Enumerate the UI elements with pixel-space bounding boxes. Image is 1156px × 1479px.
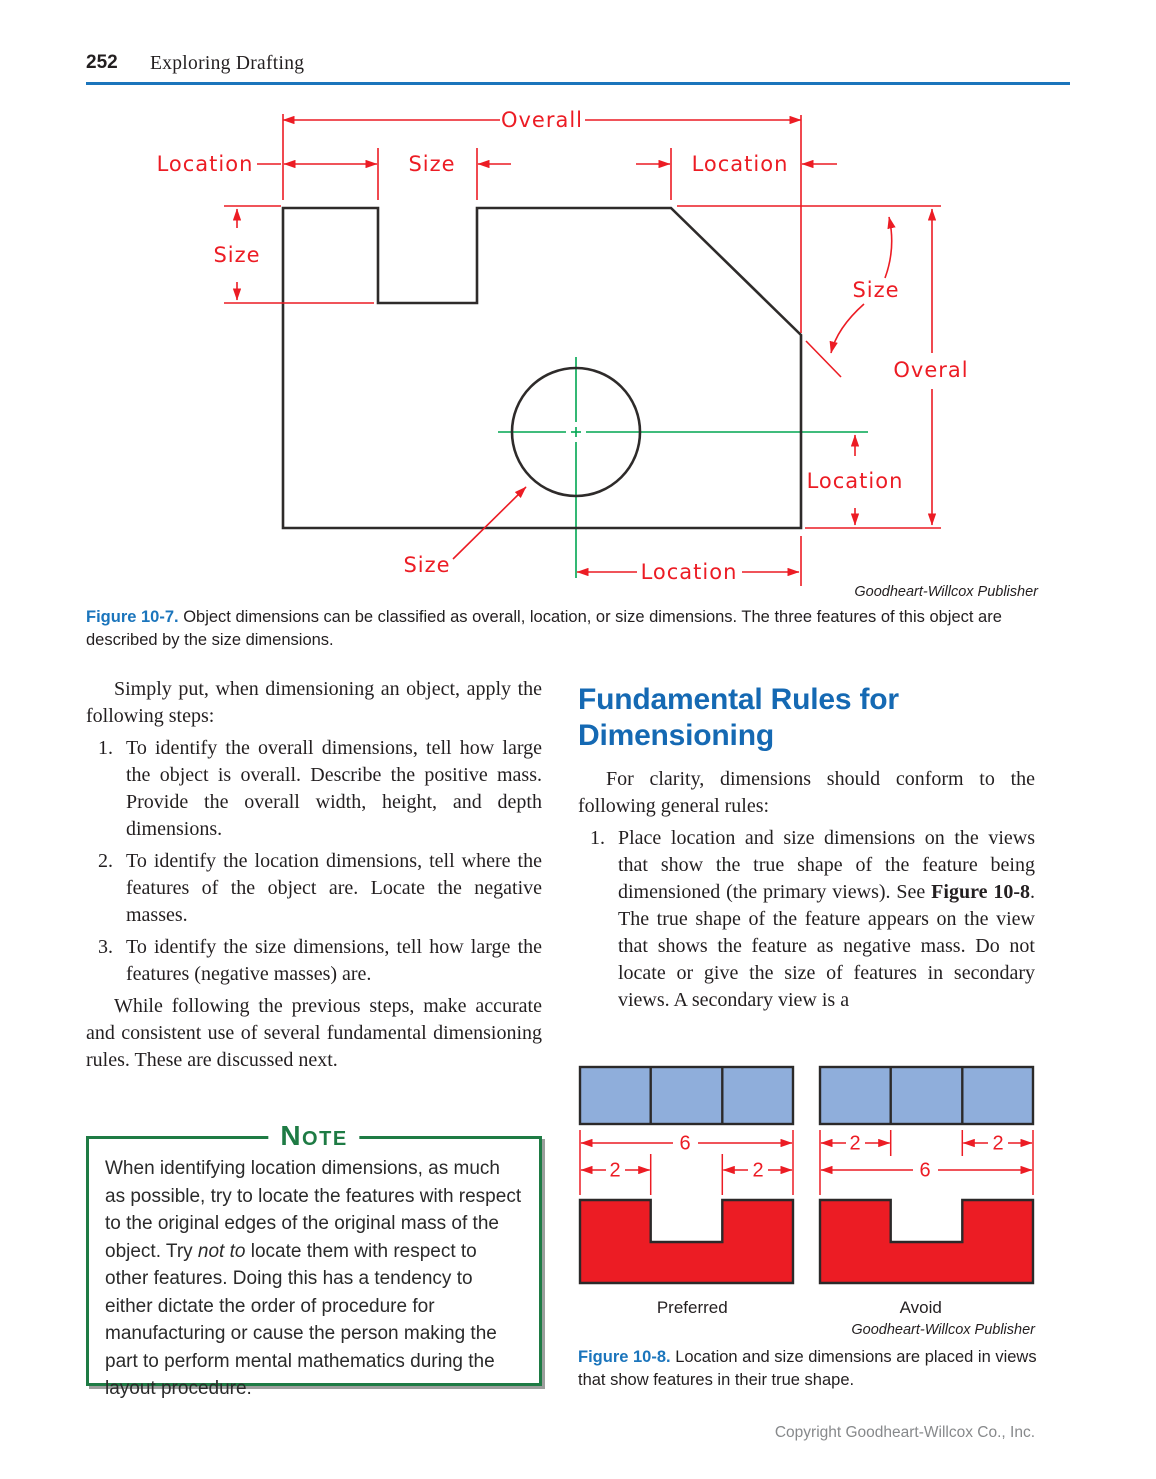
list-item-text: To identify the location dimensions, tell where the features of the object are. Locate the negative masses. (126, 850, 542, 926)
dim-label-location-right: Location (806, 469, 904, 493)
figure-reference: Figure 10-8 (931, 881, 1030, 903)
right-column (578, 676, 1035, 1014)
dim-label-overall: Overall (500, 108, 584, 132)
list-item-text: To identify the overall dimensions, tell how large the object is overall. Describe the positive mass. Provide the overall width, height, and depth dimensions. (126, 737, 542, 840)
list-item (86, 735, 542, 843)
dim-value-two: 2 (992, 1132, 1004, 1155)
figure-10-7-credit: Goodheart-Willcox Publisher (854, 584, 1038, 600)
figure-10-8-caption-text: Location and size dimensions are placed in views that show features in their true shape. (578, 1348, 1037, 1389)
dim-value-six: 6 (679, 1132, 691, 1155)
list-item-text: Place location and size dimensions on the views that show the true shape of the feature being dimensioned (the primary views). See (618, 827, 1035, 903)
list-item (578, 825, 1035, 1014)
figure-10-8-credit: Goodheart-Willcox Publisher (851, 1322, 1035, 1338)
figure-10-7-label: Figure 10-7. (86, 608, 179, 626)
figure-10-8-label: Figure 10-8. (578, 1348, 671, 1366)
list-number: 2. (98, 850, 113, 872)
dim-value-two: 2 (752, 1159, 764, 1182)
centerlines (498, 357, 868, 578)
dim-label-size-top: Size (408, 152, 456, 176)
dim-label-size-left: Size (213, 243, 261, 267)
preferred-label: Preferred (656, 1298, 728, 1317)
paragraph: While following the previous steps, make accurate and consistent use of several fundamental dimensioning rules. These are discussed next. (86, 995, 542, 1071)
note-text: When identifying location dimensions, as much as possible, try to locate the features with respect to the original edges of the original mass of the object. Try (105, 1158, 522, 1262)
dim-value-two: 2 (849, 1132, 861, 1155)
page-number: 252 (86, 52, 118, 73)
paragraph: For clarity, dimensions should conform to the following general rules: (578, 768, 1035, 817)
dim-label-size-right: Size (852, 278, 900, 302)
dim-value-two: 2 (609, 1159, 621, 1182)
list-item-text: . The true shape of the feature appears on the view that shows the feature as negative mass. Do not locate or give the size of features in secondary views. A secondary view is a (618, 881, 1035, 1011)
figure-10-7-caption-text: Object dimensions can be classified as overall, location, or size dimensions. The three features of this object are described by the size dimensions. (86, 608, 1002, 649)
list-item-text: To identify the size dimensions, tell how large the features (negative masses) are. (126, 936, 542, 985)
list-item (86, 934, 542, 988)
note-text: locate them with respect to other features. Doing this has a tendency to either dictate the order of procedure for manufacturing or cause the person making the part to perform mental mathematics during the layout procedure. (105, 1240, 497, 1399)
book-title: Exploring Drafting (150, 53, 305, 74)
dim-label-size-hole: Size (403, 553, 451, 577)
preferred-front-view (580, 1200, 793, 1283)
avoid-front-view (820, 1200, 1033, 1283)
dim-label-location-bottom: Location (640, 560, 738, 584)
avoid-top-view (820, 1067, 1033, 1124)
figure-10-8-labels (578, 1298, 1035, 1318)
section-heading: Fundamental Rules for Dimensioning (578, 683, 899, 752)
avoid-label: Avoid (899, 1298, 942, 1317)
dim-label-location-top-right: Location (691, 152, 789, 176)
figure-10-8-drawing (578, 1064, 1035, 1296)
dim-label-overal-right: Overal (893, 358, 969, 382)
paragraph: Simply put, when dimensioning an object, apply the following steps: (86, 678, 542, 727)
list-number: 3. (98, 936, 113, 958)
dim-value-six: 6 (919, 1159, 931, 1182)
figure-10-7-drawing (80, 100, 1070, 598)
left-column (86, 676, 542, 1074)
note-text-italic: not to (197, 1240, 246, 1262)
dim-label-location-top-left: Location (156, 152, 254, 176)
list-item (86, 848, 542, 929)
note-title: Note (268, 1119, 359, 1153)
dimension-lines (224, 114, 941, 586)
figure-10-8-caption (578, 1346, 1040, 1392)
object-outline (283, 208, 801, 528)
list-number: 1. (590, 827, 605, 849)
copyright-footer: Copyright Goodheart-Willcox Co., Inc. (774, 1424, 1035, 1441)
preferred-top-view (580, 1067, 793, 1124)
note-box (86, 1120, 542, 1399)
list-number: 1. (98, 737, 113, 759)
header-rule (86, 82, 1070, 85)
figure-10-7-caption (86, 606, 1044, 652)
